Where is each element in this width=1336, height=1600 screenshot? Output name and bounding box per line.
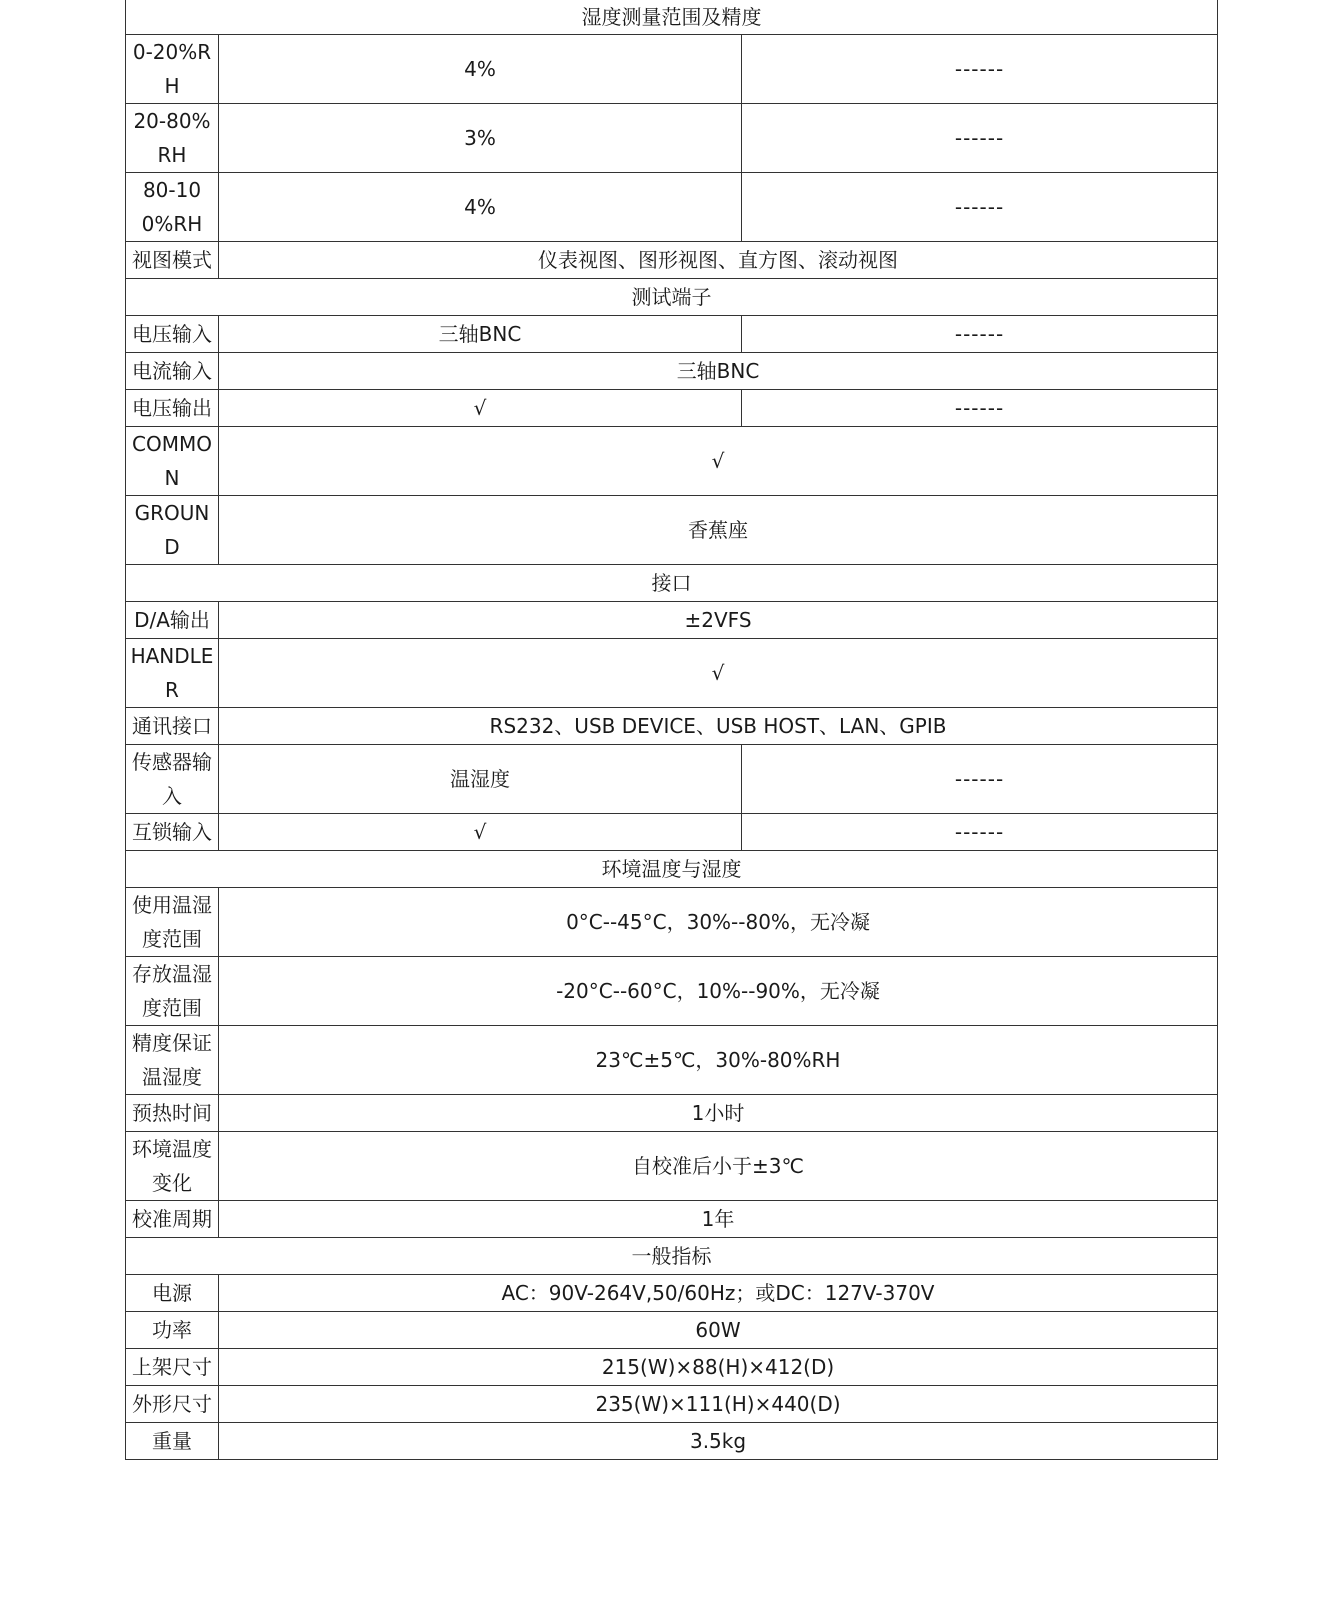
section-row — [126, 279, 1218, 316]
row-label: 电压输入 — [126, 316, 219, 353]
row-label: 互锁输入 — [126, 814, 219, 851]
row-label: 重量 — [126, 1423, 219, 1460]
row-value: 仪表视图、图形视图、直方图、滚动视图 — [219, 242, 1218, 279]
row-value: 香蕉座 — [219, 496, 1218, 565]
table-row — [126, 957, 1218, 1026]
row-label: 通讯接口 — [126, 708, 219, 745]
table-row — [126, 104, 1218, 173]
row-value: 1年 — [219, 1201, 1218, 1238]
table-row — [126, 814, 1218, 851]
table-row — [126, 427, 1218, 496]
table-row — [126, 1386, 1218, 1423]
row-value-secondary: ------ — [742, 173, 1218, 242]
row-label: 80-100%RH — [126, 173, 219, 242]
row-value-secondary: ------ — [742, 814, 1218, 851]
row-label: 电流输入 — [126, 353, 219, 390]
row-label: 20-80%RH — [126, 104, 219, 173]
row-value-secondary: ------ — [742, 316, 1218, 353]
section-row — [126, 0, 1218, 35]
table-row — [126, 390, 1218, 427]
section-title-terminals: 测试端子 — [126, 279, 1218, 316]
row-label: 存放温湿度范围 — [126, 957, 219, 1026]
row-label: 传感器输入 — [126, 745, 219, 814]
section-row — [126, 851, 1218, 888]
table-row — [126, 745, 1218, 814]
table-row — [126, 1349, 1218, 1386]
row-value: 三轴BNC — [219, 316, 742, 353]
row-value: √ — [219, 390, 742, 427]
table-row — [126, 242, 1218, 279]
table-row — [126, 316, 1218, 353]
table-row — [126, 708, 1218, 745]
row-label: 上架尺寸 — [126, 1349, 219, 1386]
row-value: √ — [219, 814, 742, 851]
table-row — [126, 1275, 1218, 1312]
row-value: ±2VFS — [219, 602, 1218, 639]
table-row — [126, 496, 1218, 565]
row-label: 使用温湿度范围 — [126, 888, 219, 957]
row-value: 60W — [219, 1312, 1218, 1349]
row-value: 三轴BNC — [219, 353, 1218, 390]
row-value: 4% — [219, 173, 742, 242]
row-label: 预热时间 — [126, 1095, 219, 1132]
table-row — [126, 35, 1218, 104]
row-label: 外形尺寸 — [126, 1386, 219, 1423]
row-value: -20°C--60°C，10%--90%，无冷凝 — [219, 957, 1218, 1026]
row-value-secondary: ------ — [742, 35, 1218, 104]
row-value-secondary: ------ — [742, 745, 1218, 814]
table-row — [126, 353, 1218, 390]
row-label: 电源 — [126, 1275, 219, 1312]
row-value: 235(W)×111(H)×440(D) — [219, 1386, 1218, 1423]
table-row — [126, 1095, 1218, 1132]
row-label: COMMON — [126, 427, 219, 496]
row-value: √ — [219, 639, 1218, 708]
table-row — [126, 1026, 1218, 1095]
table-row — [126, 602, 1218, 639]
table-row — [126, 1132, 1218, 1201]
spec-table — [125, 0, 1218, 1460]
table-row — [126, 1312, 1218, 1349]
row-value-secondary: ------ — [742, 390, 1218, 427]
row-label: 视图模式 — [126, 242, 219, 279]
row-value: 215(W)×88(H)×412(D) — [219, 1349, 1218, 1386]
table-row — [126, 888, 1218, 957]
row-label: 环境温度变化 — [126, 1132, 219, 1201]
row-value: AC：90V-264V,50/60Hz；或DC：127V-370V — [219, 1275, 1218, 1312]
section-title-general: 一般指标 — [126, 1238, 1218, 1275]
section-title-humidity: 湿度测量范围及精度 — [126, 0, 1218, 35]
table-row — [126, 1423, 1218, 1460]
row-label: 0-20%RH — [126, 35, 219, 104]
table-row — [126, 173, 1218, 242]
table-row — [126, 639, 1218, 708]
row-value: √ — [219, 427, 1218, 496]
row-value: 23℃±5℃，30%-80%RH — [219, 1026, 1218, 1095]
row-value: RS232、USB DEVICE、USB HOST、LAN、GPIB — [219, 708, 1218, 745]
row-value: 3.5kg — [219, 1423, 1218, 1460]
row-value: 自校准后小于±3℃ — [219, 1132, 1218, 1201]
row-label: 电压输出 — [126, 390, 219, 427]
table-row — [126, 1201, 1218, 1238]
row-label: 校准周期 — [126, 1201, 219, 1238]
row-value: 1小时 — [219, 1095, 1218, 1132]
row-value: 3% — [219, 104, 742, 173]
row-label: 功率 — [126, 1312, 219, 1349]
row-label: HANDLER — [126, 639, 219, 708]
section-row — [126, 565, 1218, 602]
row-value: 温湿度 — [219, 745, 742, 814]
row-value: 4% — [219, 35, 742, 104]
row-value-secondary: ------ — [742, 104, 1218, 173]
section-title-environment: 环境温度与湿度 — [126, 851, 1218, 888]
row-value: 0°C--45°C，30%--80%，无冷凝 — [219, 888, 1218, 957]
row-label: D/A输出 — [126, 602, 219, 639]
section-title-interface: 接口 — [126, 565, 1218, 602]
row-label: GROUND — [126, 496, 219, 565]
row-label: 精度保证温湿度 — [126, 1026, 219, 1095]
section-row — [126, 1238, 1218, 1275]
